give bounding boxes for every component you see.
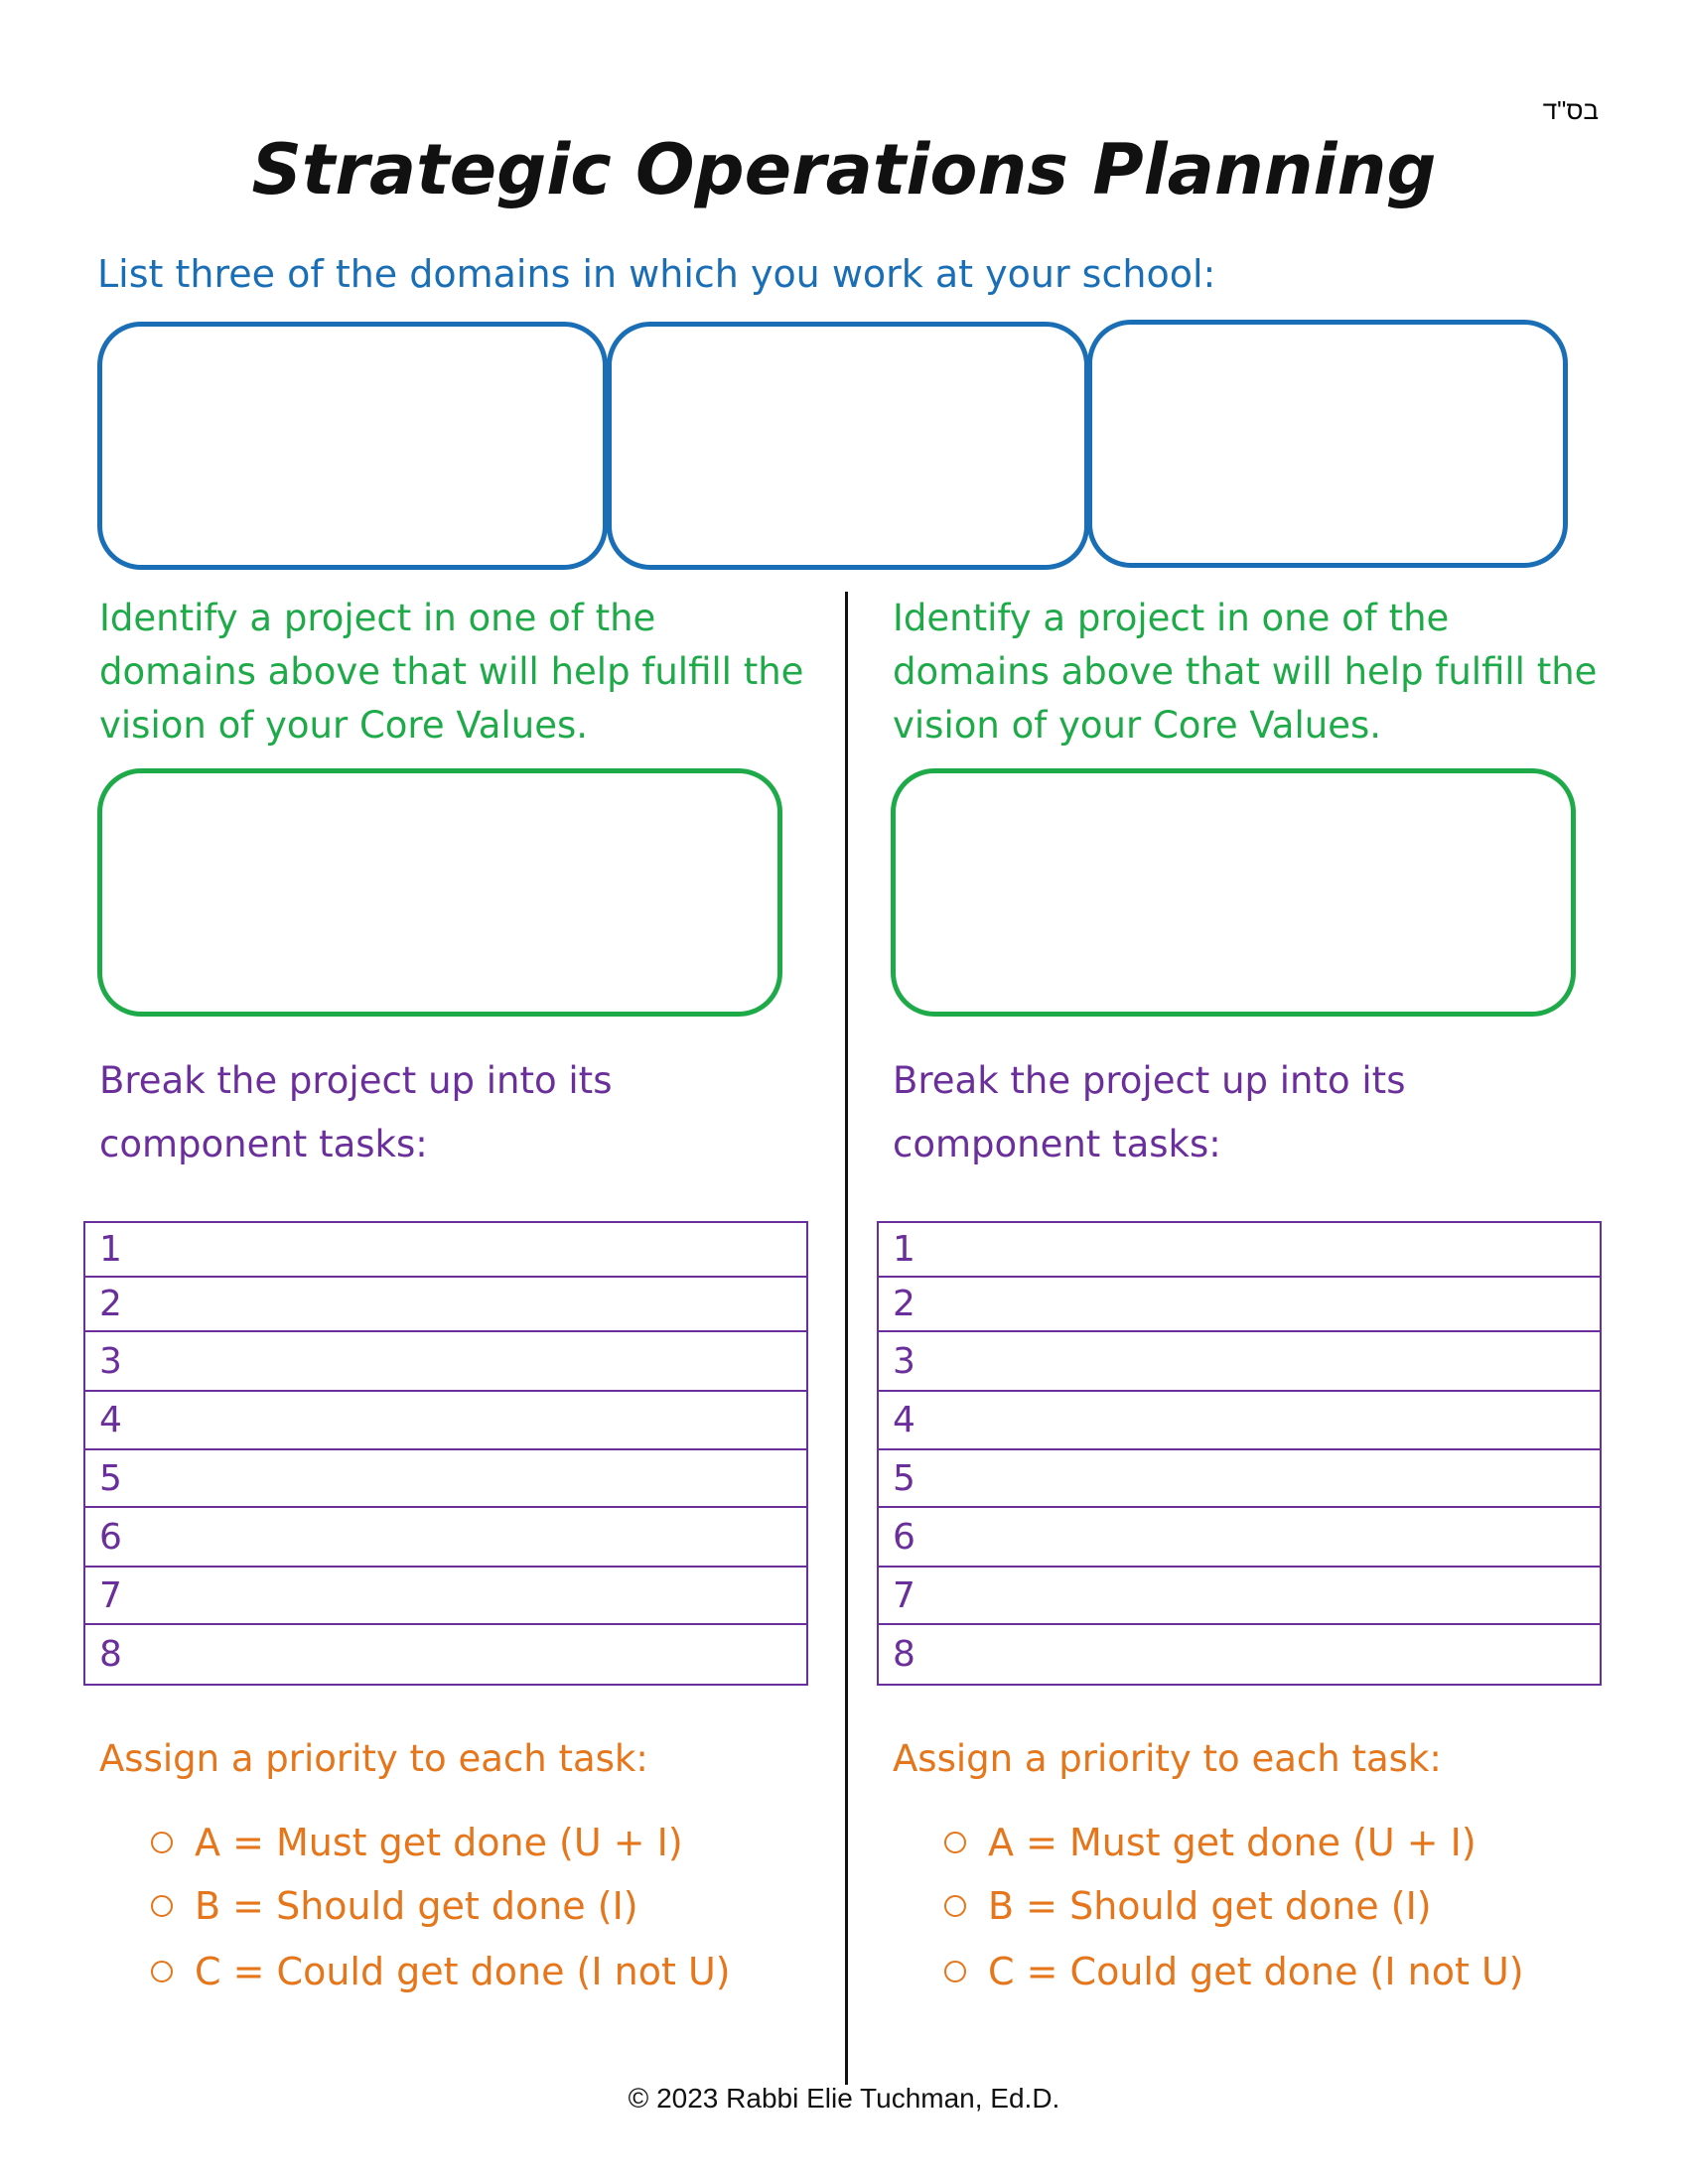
domains-prompt: List three of the domains in which you work at your school: [97,252,1216,296]
domain-box-3[interactable] [1087,320,1568,568]
table-row[interactable] [84,1331,807,1391]
priority-option-c-left[interactable] [151,1950,731,1993]
table-row[interactable] [84,1507,807,1567]
task-number: 3 [878,1331,1601,1391]
radio-icon[interactable] [151,1832,173,1853]
task-number: 7 [878,1567,1601,1624]
priority-prompt-right: Assign a priority to each task: [893,1737,1442,1780]
task-number: 2 [84,1277,807,1331]
task-number: 3 [84,1331,807,1391]
table-row[interactable] [878,1391,1601,1449]
page-title: Strategic Operations Planning [251,129,1437,210]
table-row[interactable] [84,1391,807,1449]
table-row[interactable] [878,1624,1601,1685]
hebrew-mark: בס"ד [1542,95,1599,125]
priority-label: C = Could get done (I not U) [988,1950,1524,1993]
table-row[interactable] [84,1222,807,1277]
priority-label: A = Must get done (U + I) [988,1821,1477,1864]
priority-label: C = Could get done (I not U) [195,1950,731,1993]
project-prompt-left: Identify a project in one of the domains above that will help fulfill the vision of your Core Values. [99,597,804,747]
project-box-right[interactable] [891,768,1576,1017]
task-number: 7 [84,1567,807,1624]
radio-icon[interactable] [944,1961,966,1982]
priority-label: A = Must get done (U + I) [195,1821,683,1864]
tasks-table-right [877,1221,1602,1686]
task-number: 6 [84,1507,807,1567]
task-number: 5 [878,1449,1601,1507]
priority-option-a-right[interactable] [944,1821,1477,1864]
table-row[interactable] [84,1449,807,1507]
task-number: 5 [84,1449,807,1507]
table-row[interactable] [84,1277,807,1331]
task-number: 1 [878,1222,1601,1277]
task-number: 6 [878,1507,1601,1567]
task-number: 2 [878,1277,1601,1331]
copyright-footer: © 2023 Rabbi Elie Tuchman, Ed.D. [628,2083,1060,2114]
table-row[interactable] [878,1331,1601,1391]
radio-icon[interactable] [944,1832,966,1853]
priority-prompt-left: Assign a priority to each task: [99,1737,648,1780]
priority-option-b-left[interactable] [151,1884,638,1928]
priority-option-b-right[interactable] [944,1884,1432,1928]
table-row[interactable] [84,1624,807,1685]
task-number: 4 [878,1391,1601,1449]
table-row[interactable] [878,1507,1601,1567]
project-box-left[interactable] [97,768,782,1017]
task-number: 1 [84,1222,807,1277]
tasks-table-left [83,1221,808,1686]
task-number: 8 [84,1624,807,1685]
project-prompt-right: Identify a project in one of the domains above that will help fulfill the vision of your Core Values. [893,597,1598,747]
priority-option-c-right[interactable] [944,1950,1524,1993]
tasks-prompt-left: Break the project up into its component tasks: [99,1059,613,1165]
radio-icon[interactable] [944,1895,966,1917]
radio-icon[interactable] [151,1961,173,1982]
priority-label: B = Should get done (I) [988,1884,1432,1928]
table-row[interactable] [84,1567,807,1624]
domain-box-1[interactable] [97,322,608,570]
priority-label: B = Should get done (I) [195,1884,638,1928]
radio-icon[interactable] [151,1895,173,1917]
table-row[interactable] [878,1449,1601,1507]
task-number: 8 [878,1624,1601,1685]
domain-box-2[interactable] [607,322,1089,570]
table-row[interactable] [878,1222,1601,1277]
task-number: 4 [84,1391,807,1449]
table-row[interactable] [878,1567,1601,1624]
column-divider [845,592,848,2085]
table-row[interactable] [878,1277,1601,1331]
tasks-prompt-right: Break the project up into its component tasks: [893,1059,1406,1165]
priority-option-a-left[interactable] [151,1821,683,1864]
